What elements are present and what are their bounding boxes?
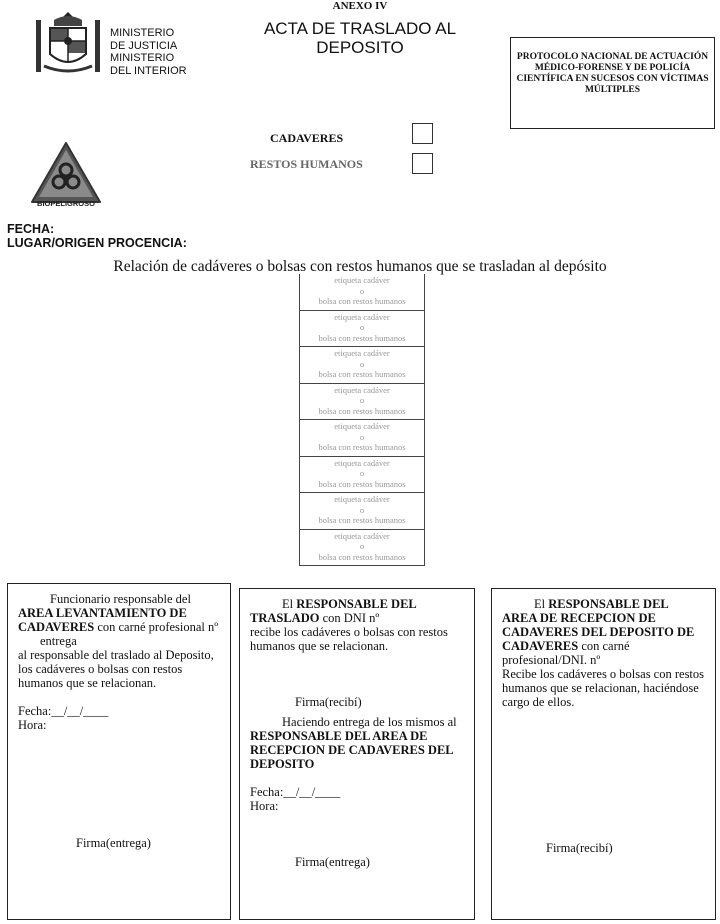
relacion-heading: Relación de cadáveres o bolsas con restos humanos que se trasladan al depósito — [113, 258, 607, 275]
label-slot-line: o — [359, 358, 365, 369]
label-slot-line: bolsa con restos humanos — [318, 551, 406, 562]
label-slot-line: etiqueta cadáver — [334, 530, 390, 541]
box1-hora[interactable]: Hora: — [18, 718, 47, 732]
restos-checkbox[interactable] — [412, 153, 433, 174]
box1-entrega: entrega — [40, 634, 77, 648]
ministry-line: MINISTERIO — [110, 27, 175, 39]
label-slot[interactable] — [299, 493, 425, 530]
ministry-line: MINISTERIO — [110, 52, 175, 64]
label-slot[interactable] — [299, 347, 425, 384]
coat-of-arms-logo — [30, 8, 106, 78]
box2-signature-entrega[interactable]: Firma(entrega) — [295, 855, 370, 869]
protocol-box: PROTOCOLO NACIONAL DE ACTUACIÓN MÉDICO-FORENSE Y DE POLICÍA CIENTÍFICA EN SUCESOS CON VÍCTIMAS MÚLTIPLES — [510, 37, 715, 129]
biohazard-label: BIOPELIGROSO — [37, 199, 95, 208]
box1-role-title: AREA LEVANTAMIENTO DE CADAVERES — [18, 606, 187, 634]
cadaveres-label: CADAVERES — [270, 131, 344, 145]
box1-fecha[interactable]: Fecha:__/__/____ — [18, 704, 109, 718]
document-title: ACTA DE TRASLADO AL DEPOSITO — [263, 19, 457, 57]
label-slot-line: etiqueta cadáver — [334, 384, 390, 395]
box2-fecha[interactable]: Fecha:__/__/____ — [250, 785, 341, 799]
label-slot[interactable] — [299, 420, 425, 457]
box3-signature[interactable]: Firma(recibí) — [546, 841, 613, 855]
label-slot[interactable] — [299, 530, 425, 567]
fecha-field-label: FECHA: — [7, 222, 55, 236]
label-slot-line: o — [359, 322, 365, 332]
label-slot-line: etiqueta cadáver — [334, 275, 390, 285]
annex-heading: ANEXO IV — [332, 0, 388, 12]
label-slot-line: o — [359, 285, 365, 296]
label-slot-line: o — [359, 541, 365, 551]
box1-role — [18, 606, 220, 648]
label-slot-line: bolsa con restos humanos — [318, 442, 406, 452]
levantamiento-box — [7, 583, 231, 920]
label-slot-line: o — [359, 504, 365, 515]
box2-role-title: RESPONSABLE DEL TRASLADO — [250, 597, 417, 625]
label-slot-line: bolsa con restos humanos — [318, 332, 406, 343]
box2-el: El — [282, 597, 297, 611]
biohazard-icon — [29, 140, 103, 208]
box2-text: recibe los cadáveres o bolsas con restos humanos que se relacionan. — [250, 625, 448, 653]
label-slot-line: etiqueta cadáver — [334, 348, 390, 358]
label-slot-list — [299, 274, 425, 566]
label-slot-line: bolsa con restos humanos — [318, 296, 406, 306]
box2-intro — [250, 597, 464, 625]
label-slot-line: bolsa con restos humanos — [318, 515, 406, 525]
box1-carne: con carné profesional nº — [94, 620, 219, 634]
box1-signature[interactable]: Firma(entrega) — [76, 836, 151, 850]
label-slot[interactable] — [299, 457, 425, 494]
label-slot-line: o — [359, 431, 365, 442]
box3-text: Recibe los cadáveres o bolsas con restos humanos que se relacionan, haciéndose cargo de ellos. — [502, 667, 705, 709]
box3-el: El — [534, 597, 549, 611]
label-slot-line: etiqueta cadáver — [334, 311, 390, 322]
box2-hora[interactable]: Hora: — [250, 799, 279, 813]
cadaveres-checkbox[interactable] — [412, 123, 433, 144]
box1-intro: Funcionario responsable del — [50, 592, 191, 606]
box2-recepcion-title: RESPONSABLE DEL AREA DE RECEPCION DE CADAVERES DEL DEPOSITO — [250, 729, 453, 771]
ministry-line: DEL INTERIOR — [110, 64, 187, 77]
lugar-field-label: LUGAR/ORIGEN PROCENCIA: — [7, 236, 187, 250]
box3-carne: con carné profesional/DNI. nº — [502, 639, 630, 667]
label-slot[interactable] — [299, 311, 425, 348]
label-slot-line: etiqueta cadáver — [334, 421, 390, 431]
traslado-box — [239, 588, 475, 920]
label-slot-line: bolsa con restos humanos — [318, 369, 406, 379]
label-slot[interactable] — [299, 384, 425, 421]
box3-role-title: RESPONSABLE DEL AREA DE RECEPCION DE CADAVERES DEL DEPOSITO DE CADAVERES — [502, 597, 695, 653]
label-slot-line: o — [359, 395, 365, 405]
ministry-line: DE JUSTICIA — [110, 39, 178, 52]
ministry-name — [110, 27, 187, 77]
label-slot-line: bolsa con restos humanos — [318, 478, 406, 489]
box2-dni: con DNI nº — [319, 611, 380, 625]
box1-text: al responsable del traslado al Deposito, los cadáveres o bolsas con restos humanos que se relacionan. — [18, 648, 214, 690]
box2-handover — [250, 715, 464, 771]
recepcion-box — [491, 588, 716, 920]
box3-intro — [502, 597, 705, 667]
label-slot-line: etiqueta cadáver — [334, 494, 390, 504]
label-slot[interactable] — [299, 274, 425, 311]
label-slot-line: o — [359, 468, 365, 478]
restos-label: RESTOS HUMANOS — [250, 157, 363, 171]
label-slot-line: bolsa con restos humanos — [318, 405, 406, 416]
box2-handover-text: Haciendo entrega de los mismos al — [282, 715, 457, 729]
box2-signature-recibi[interactable]: Firma(recibí) — [295, 695, 362, 709]
label-slot-line: etiqueta cadáver — [334, 457, 390, 468]
